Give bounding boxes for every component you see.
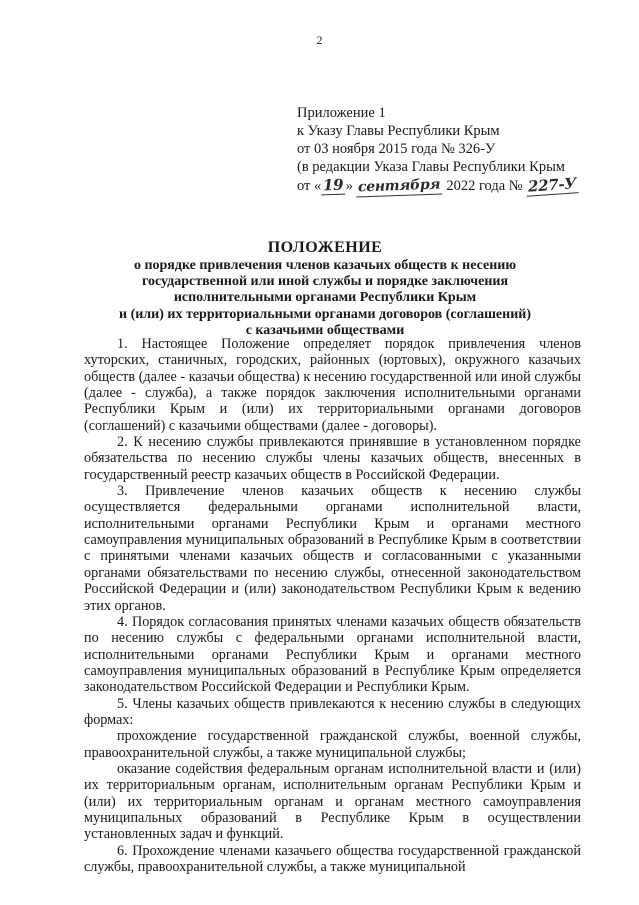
- paragraph: оказание содействия федеральным органам исполнительной власти и (или) их территориальным органам, исполнительным органам Республики Крым и (или) их территориальным органам и органам местного самоуправления муниципальных образований в Республике Крым в осуществлении установленных задач и функций.: [84, 760, 581, 843]
- paragraph: 3. Привлечение членов казачьих обществ к несению службы осуществляется федеральными органами исполнительной власти, исполнительными органами Республики Крым и органами местного самоуправления муниципальных образований в Республике Крым в соответствии с принятыми членами казачьих обществ и согласованными с указанными органами обязательствами по несению службы, отнесенной законодательством Российской Федерации и (или) законодательством Республики Крым к ведению этих органов.: [84, 483, 581, 614]
- handwritten-day: 19: [321, 176, 346, 196]
- handwritten-number: 227-У: [526, 174, 579, 197]
- document-title-block: [90, 238, 560, 339]
- appendix-revision-ref: (в редакции Указа Главы Республики Крым: [297, 159, 565, 175]
- handwritten-month: сентября: [356, 176, 443, 198]
- appendix-decree-date: от 03 ноября 2015 года № 326-У: [297, 141, 496, 157]
- subtitle-line: с казачьими обществами: [245, 322, 405, 338]
- appendix-decree-ref: к Указу Главы Республики Крым: [297, 123, 500, 139]
- paragraph: 2. К несению службы привлекаются принявшие в установленном порядке обязательства по несению службы члены казачьих обществ, внесенных в государственный реестр казачьих обществ в Российской Федерации.: [84, 434, 581, 483]
- appendix-title: Приложение 1: [297, 105, 386, 121]
- date-year: 2022 года №: [446, 178, 523, 194]
- appendix-revision-date: [297, 176, 597, 196]
- paragraph: 5. Члены казачьих обществ привлекаются к несению службы в следующих формах:: [84, 695, 581, 728]
- subtitle-line: исполнительными органами Республики Крым: [173, 290, 477, 306]
- document-title: ПОЛОЖЕНИЕ: [267, 239, 383, 256]
- paragraph: 4. Порядок согласования принятых членами казачьих обществ обязательств по несению службы с федеральными органами исполнительной власти, исполнительными органами Республики Крым и органами местного самоуправления муниципальных образований в Республике Крым определяется законодательством Российской Федерации и Республики Крым.: [84, 613, 581, 696]
- document-subtitle: [90, 258, 560, 339]
- subtitle-line: и (или) их территориальными органами договоров (соглашений): [119, 306, 531, 322]
- paragraph: прохождение государственной гражданской службы, военной службы, правоохранительной службы, а также муниципальной службы;: [84, 728, 581, 761]
- appendix-header: [297, 104, 597, 196]
- document-body: [84, 336, 581, 875]
- date-prefix: от «: [297, 178, 322, 194]
- subtitle-line: о порядке привлечения членов казачьих обществ к несению: [133, 258, 517, 273]
- paragraph: 1. Настоящее Положение определяет порядок привлечения членов хуторских, станичных, городских, районных (юртовых), окружного казачьих обществ (далее - казачьи общества) к несению государственной или иной службы (далее - служба), а также порядок заключения исполнительными органами Республики Крым и (или) их территориальными органами договоров (соглашений) с казачьими обществами (далее - договоры).: [84, 336, 581, 434]
- paragraph: 6. Прохождение членами казачьего общества государственной гражданской службы, правоохранительной службы, а также муниципальной: [84, 842, 581, 875]
- date-mid: »: [345, 178, 353, 194]
- page-number: 2: [316, 33, 323, 47]
- subtitle-line: государственной или иной службы и порядке заключения: [141, 274, 509, 290]
